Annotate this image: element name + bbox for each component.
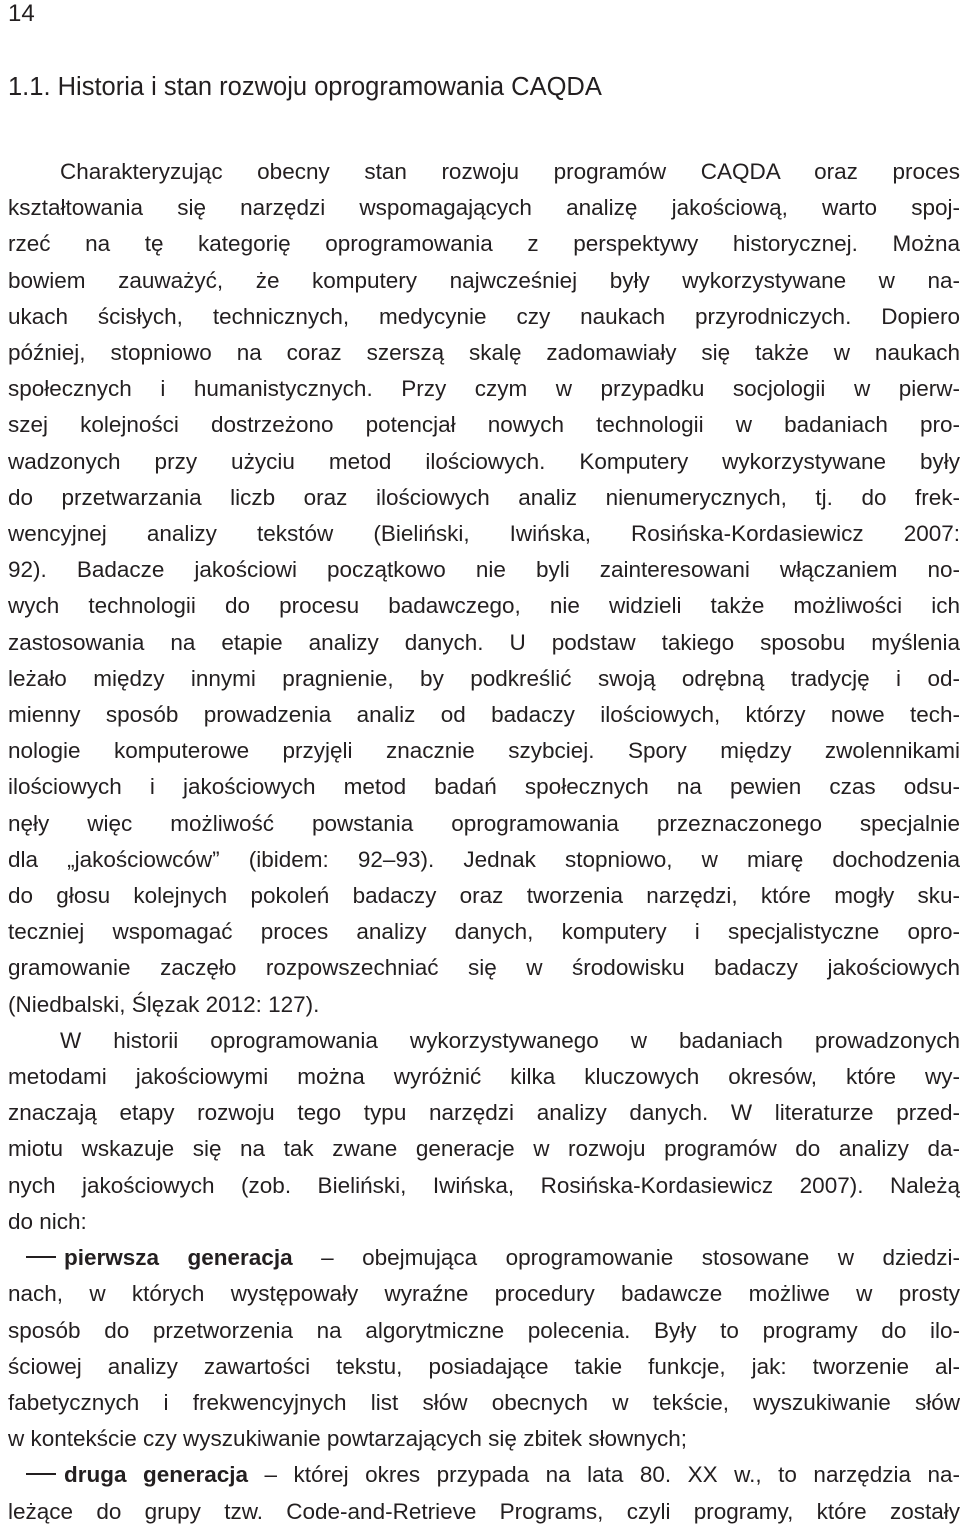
- text-line: zastosowania na etapie analizy danych. U podstaw takiego sposobu myślenia: [8, 629, 960, 655]
- text-line: do głosu kolejnych pokoleń badaczy oraz tworzenia narzędzi, które mogły sku-: [8, 883, 960, 909]
- text-line: później, stopniowo na coraz szerszą skalę zadomawiały się także w naukach: [8, 340, 960, 366]
- text-line: wencyjnej analizy tekstów (Bieliński, Iwińska, Rosińska-Kordasiewicz 2007:: [8, 521, 960, 547]
- text-line: nych jakościowych (zob. Bieliński, Iwińska, Rosińska-Kordasiewicz 2007). Należą: [8, 1172, 960, 1198]
- list-item-term: pierwsza generacja: [64, 1245, 293, 1271]
- text-line: w kontekście czy wyszukiwanie powtarzających się zbitek słownych;: [8, 1426, 688, 1452]
- text-line: kształtowania się narzędzi wspomagających analizę jakościową, warto spoj-: [8, 195, 960, 221]
- dash-bullet-icon: [26, 1256, 56, 1258]
- list-item-text: – której okres przypada na lata 80. XX w., to narzędzia na-: [248, 1462, 960, 1488]
- text-line: bowiem zauważyć, że komputery najwcześniej były wykorzystywane w na-: [8, 267, 960, 293]
- text-line: wadzonych przy użyciu metod ilościowych. Komputery wykorzystywane były: [8, 448, 960, 474]
- body-text: [8, 154, 960, 1530]
- text-line: ukach ścisłych, technicznych, medycynie czy naukach przyrodniczych. Dopiero: [8, 303, 960, 329]
- text-line: nologie komputerowe przyjęli znacznie szybciej. Spory między zwolennikami: [8, 738, 960, 764]
- text-line: leżało między innymi pragnienie, by podkreślić swoją odrębną tradycję i od-: [8, 665, 960, 691]
- text-line: miotu wskazuje się na tak zwane generacje w rozwoju programów do analizy da-: [8, 1136, 960, 1162]
- text-line: (Niedbalski, Ślęzak 2012: 127).: [8, 991, 320, 1017]
- text-line: mienny sposób prowadzenia analiz od badaczy ilościowych, którzy nowe tech-: [8, 702, 960, 728]
- list-item-term: druga generacja: [64, 1462, 249, 1488]
- list-item-first-line: [8, 1457, 960, 1493]
- text-line: ilościowych i jakościowych metod badań społecznych na pewien czas odsu-: [8, 774, 960, 800]
- text-line: nach, w których występowały wyraźne procedury badawcze możliwe w prosty: [8, 1281, 960, 1307]
- text-line: szej kolejności dostrzeżono potencjał nowych technologii w badaniach pro-: [8, 412, 960, 438]
- text-line: gramowanie zaczęło rozpowszechniać się w środowisku badaczy jakościowych: [8, 955, 960, 981]
- text-line: nęły więc możliwość powstania oprogramowania przeznaczonego specjalnie: [8, 810, 960, 836]
- dash-bullet-icon: [26, 1473, 56, 1475]
- text-line: teczniej wspomagać proces analizy danych, komputery i specjalistyczne opro-: [8, 919, 960, 945]
- text-line: społecznych i humanistycznych. Przy czym w przypadku socjologii w pierw-: [8, 376, 960, 402]
- text-line: do nich:: [8, 1208, 87, 1234]
- text-line: 92). Badacze jakościowi początkowo nie byli zainteresowani włączaniem no-: [8, 557, 960, 583]
- text-line: do przetwarzania liczb oraz ilościowych analiz nienumerycznych, tj. do frek-: [8, 484, 960, 510]
- text-line: dla „jakościowców” (ibidem: 92–93). Jednak stopniowo, w miarę dochodzenia: [8, 846, 960, 872]
- text-line: znaczają etapy rozwoju tego typu narzędzi analizy danych. W literaturze przed-: [8, 1100, 960, 1126]
- list-item: [8, 1457, 960, 1529]
- section-heading: 1.1. Historia i stan rozwoju oprogramowania CAQDA: [8, 73, 602, 101]
- list-item-first-line: [8, 1240, 960, 1276]
- text-line: ściowej analizy zawartości tekstu, posiadające takie funkcje, jak: tworzenie al-: [8, 1353, 960, 1379]
- paragraph-2: [8, 1023, 960, 1240]
- text-line: metodami jakościowymi można wyróżnić kilka kluczowych okresów, które wy-: [8, 1064, 960, 1090]
- text-line: sposób do przetworzenia na algorytmiczne polecenia. Były to programy do ilo-: [8, 1317, 960, 1343]
- text-line: W historii oprogramowania wykorzystywanego w badaniach prowadzonych: [60, 1027, 960, 1053]
- generation-list: [8, 1240, 960, 1530]
- page-number: 14: [8, 0, 35, 27]
- text-line: Charakteryzując obecny stan rozwoju programów CAQDA oraz proces: [60, 159, 960, 184]
- text-line: wych technologii do procesu badawczego, nie widzieli także możliwości ich: [8, 593, 960, 619]
- paragraph-1: [8, 154, 960, 1023]
- text-line: rzeć na tę kategorię oprogramowania z perspektywy historycznej. Można: [8, 231, 960, 257]
- list-item-text: – obejmująca oprogramowanie stosowane w dziedzi-: [292, 1245, 960, 1271]
- text-line: fabetycznych i frekwencyjnych list słów obecnych w tekście, wyszukiwanie słów: [8, 1389, 960, 1415]
- text-line: leżące do grupy tzw. Code-and-Retrieve Programs, czyli programy, które zostały: [8, 1498, 960, 1524]
- list-item: [8, 1240, 960, 1457]
